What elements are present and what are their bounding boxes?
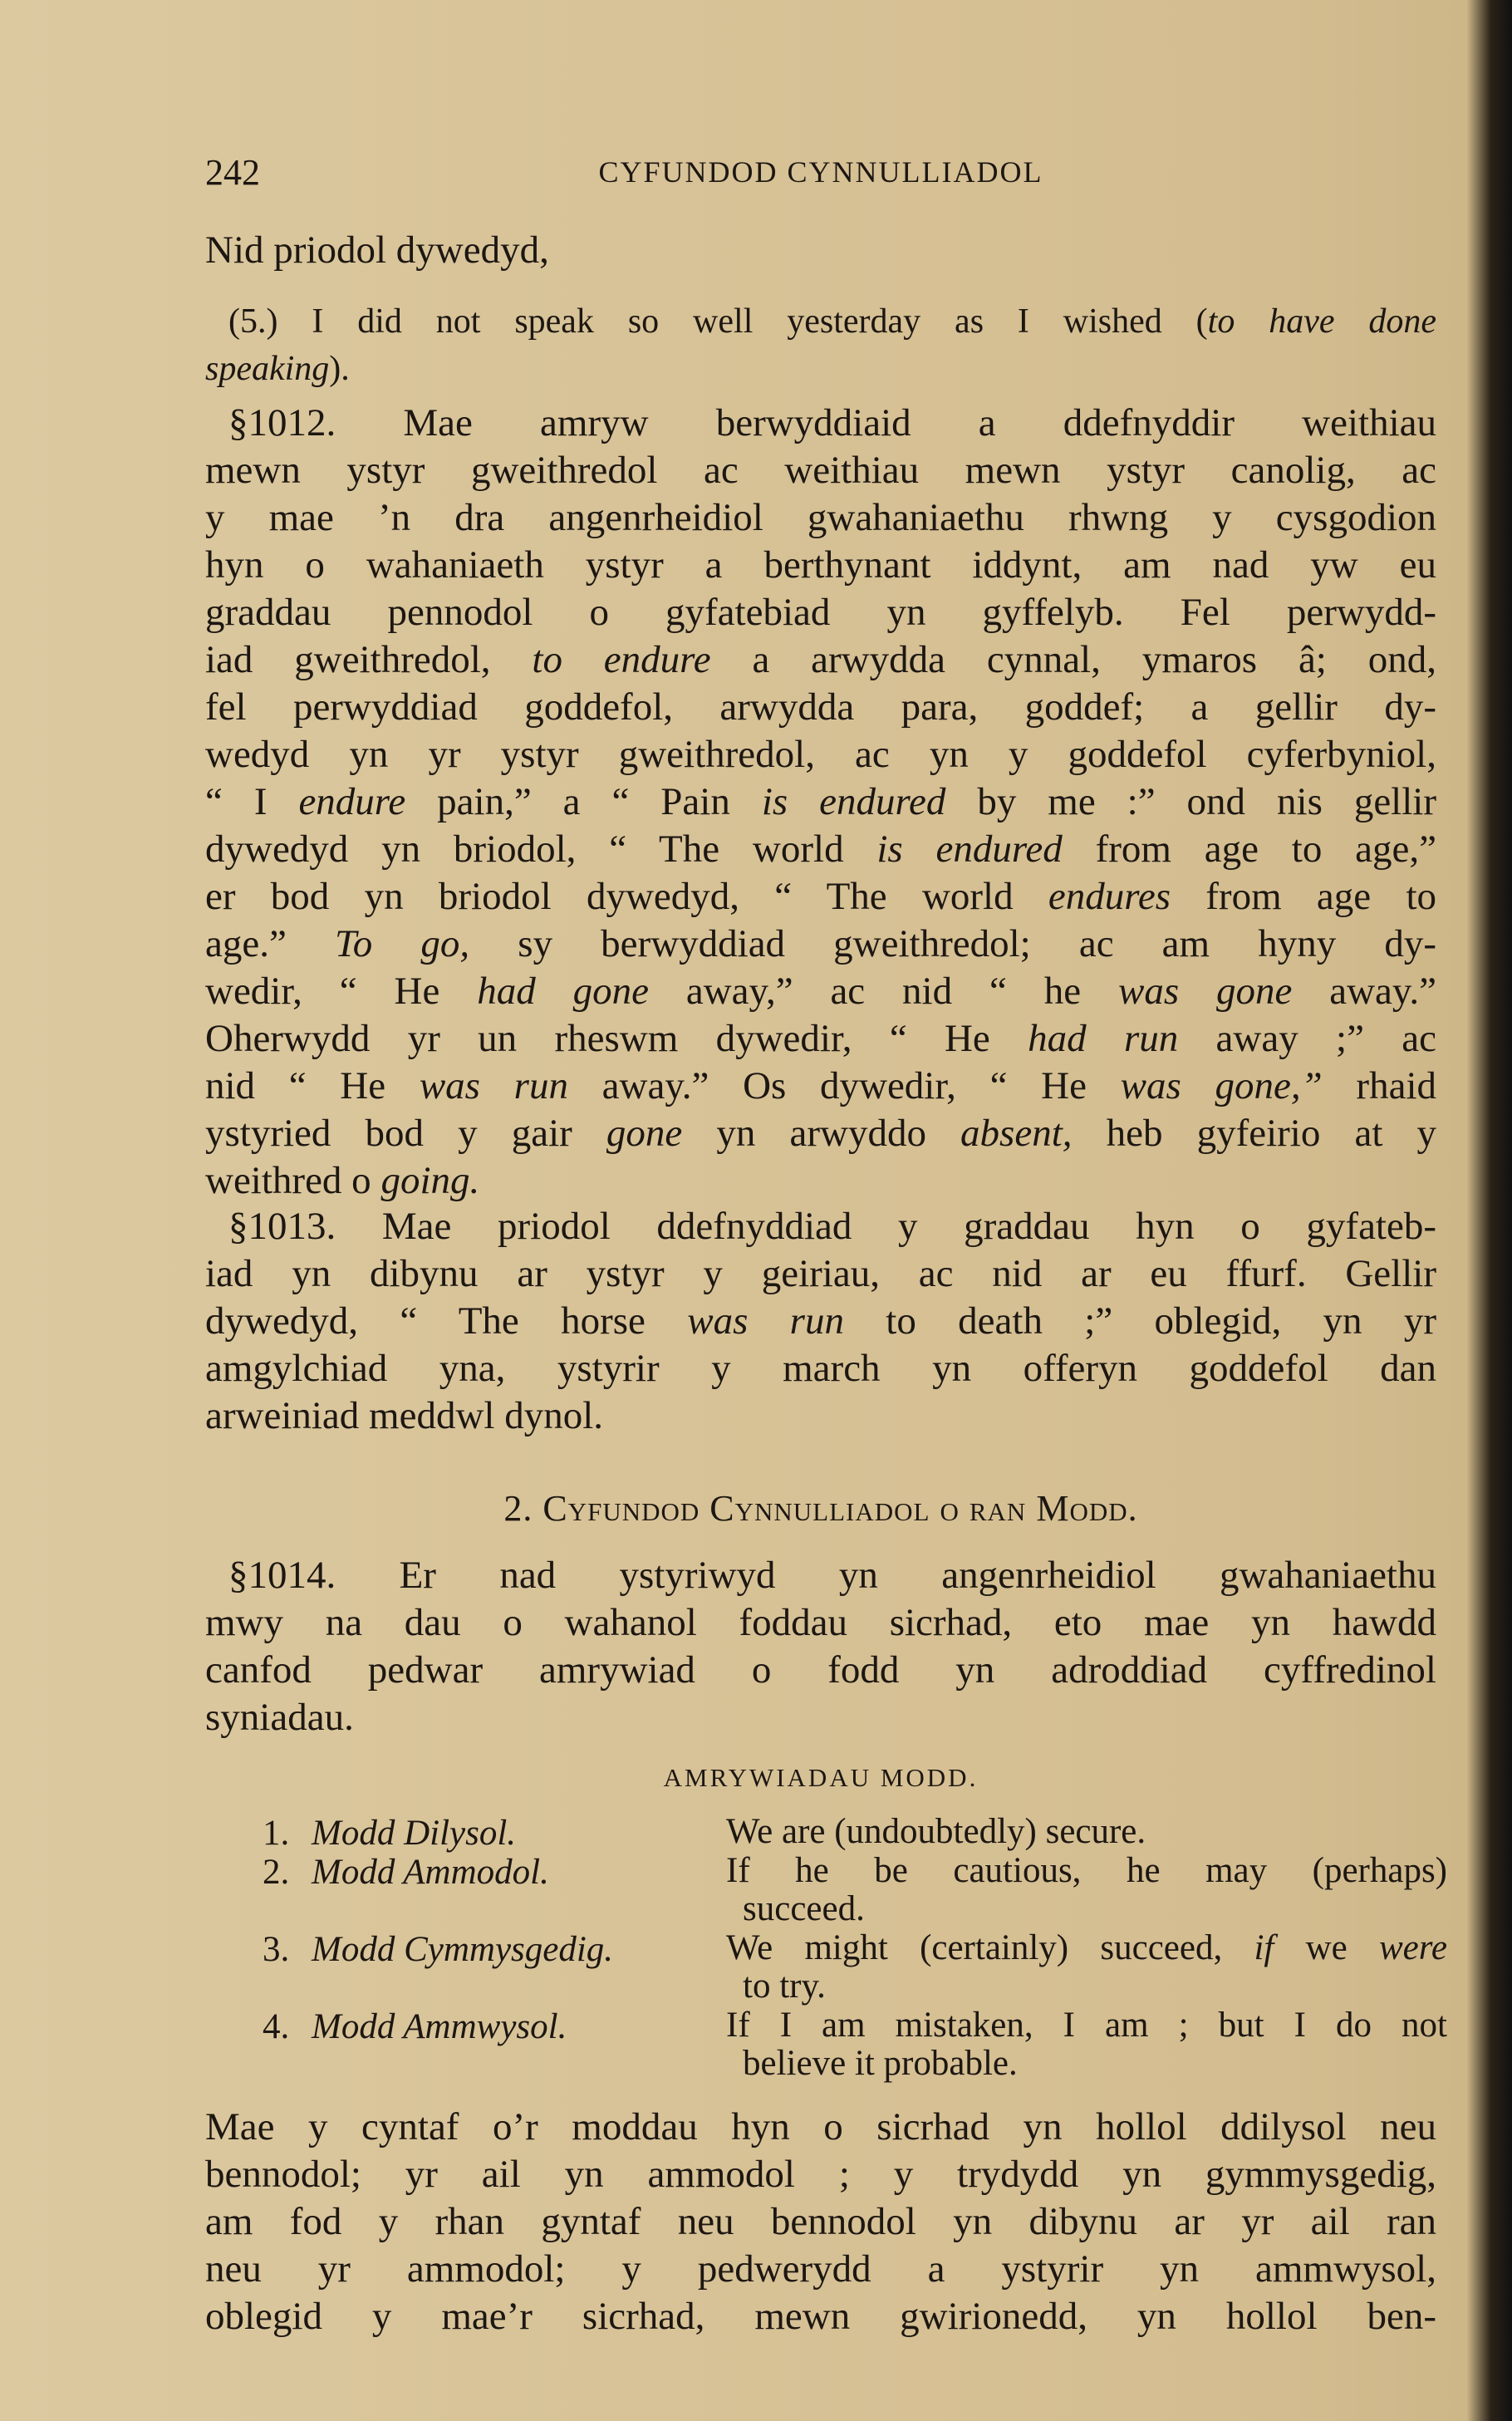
italic-text: To go, (334, 922, 470, 965)
text-line (205, 1552, 1436, 1599)
italic-text: endures (1048, 875, 1171, 918)
text-segment: dywedyd, “ The horse (205, 1299, 688, 1343)
text-line (205, 494, 1436, 542)
text-line (205, 1250, 1436, 1298)
example-5 (205, 298, 1436, 393)
text-line (205, 447, 1436, 494)
text-line (205, 1203, 1436, 1250)
text-line (205, 684, 1436, 731)
text-segment: Nid priodol dywedyd, (205, 228, 549, 272)
text-line (205, 589, 1436, 636)
text-segment: Oherwydd yr un rheswm dywedir, “ He (205, 1017, 1028, 1060)
text-segment: yn arwyddo (682, 1112, 961, 1155)
text-segment: nid “ He (205, 1064, 420, 1107)
text-segment: oblegid y mae’r sicrhad, mewn gwirionedd, yn hollol ben- (205, 2295, 1436, 2338)
running-head (205, 151, 1436, 193)
text-segment: hyn o wahaniaeth ystyr a berthynant iddynt, am nad yw eu (205, 543, 1436, 587)
text-segment: (5.) I did not speak so well yesterday as I wished ( (228, 302, 1208, 341)
text-line (205, 873, 1436, 921)
text-segment: iad gweithredol, (205, 638, 533, 681)
text-line (205, 1015, 1436, 1063)
mode-number: 2. (263, 1852, 290, 1892)
mode-row (249, 1813, 1447, 1852)
mode-row (249, 2006, 1447, 2084)
italic-text: if (1254, 1927, 1274, 1967)
mode-label: Modd Cymmysgedig. (312, 1929, 614, 1969)
text-line (205, 636, 1436, 684)
text-segment: neu yr ammodol; y pedwerydd a ystyrir yn ammwysol, (205, 2247, 1436, 2291)
text-line (205, 1392, 1436, 1440)
text-segment: age.” (205, 922, 335, 965)
text-line (205, 968, 1436, 1015)
text-segment: We are (undoubtedly) secure. (726, 1812, 1146, 1851)
italic-text: was gone (1117, 970, 1293, 1013)
text-segment: wedir, “ He (205, 970, 478, 1013)
text-line (205, 400, 1436, 447)
text-line (205, 1647, 1436, 1694)
text-segment: pain,” a “ Pain (405, 780, 762, 823)
italic-text: going. (380, 1159, 480, 1202)
text-segment: amgylchiad yna, ystyrir y march yn offeryn goddefol dan (205, 1347, 1436, 1390)
text-segment: iad yn dibynu ar ystyr y geiriau, ac nid ar eu ffurf. Gellir (205, 1252, 1436, 1295)
text-segment: canfod pedwar amrywiad o fodd yn adroddiad cyffredinol (205, 1648, 1436, 1692)
text-segment: away.” Os dywedir, “ He (567, 1064, 1121, 1107)
text-segment: believe it probable. (743, 2044, 1018, 2083)
text-line (205, 298, 1436, 346)
mode-number: 4. (263, 2006, 290, 2046)
text-segment: “ I (205, 780, 299, 823)
italic-text: gone (606, 1112, 683, 1155)
text-segment: to try. (743, 1967, 826, 2006)
text-line (205, 2198, 1436, 2246)
text-segment: mewn ystyr gweithredol ac weithiau mewn ystyr canolig, ac (205, 449, 1436, 492)
table-title: AMRYWIADAU MODD. (663, 1763, 979, 1792)
text-segment: am fod y rhan gyntaf neu bennodol yn dibynu ar yr ail ran (205, 2200, 1436, 2243)
running-title: CYFUNDOD CYNNULLIADOL (598, 155, 1043, 189)
text-segment: er bod yn briodol dywedyd, “ The world (205, 875, 1048, 918)
text-line (726, 1852, 1447, 1891)
mode-label: Modd Ammodol. (312, 1852, 549, 1892)
text-line (205, 1110, 1436, 1157)
italic-text: had gone (477, 970, 649, 1013)
text-segment: heb gyfeirio at y (1072, 1112, 1436, 1155)
text-line (726, 1890, 1447, 1929)
mode-label: Modd Dilysol. (312, 1814, 517, 1853)
text-line (205, 2104, 1436, 2151)
text-segment: graddau pennodol o gyfatebiad yn gyffelyb. Fel perwydd- (205, 591, 1436, 634)
final-paragraph (205, 2104, 1436, 2340)
text-segment: sy berwyddiad gweithredol; ac am hyny dy- (469, 922, 1436, 965)
text-line (205, 1599, 1436, 1647)
text-line (205, 2246, 1436, 2293)
italic-text: had run (1028, 1017, 1179, 1060)
text-segment: we (1274, 1927, 1379, 1967)
text-line (205, 2151, 1436, 2198)
text-line (205, 227, 1436, 274)
italic-text: was run (419, 1064, 568, 1107)
text-line (205, 1345, 1436, 1392)
text-segment: weithred o (205, 1159, 381, 1202)
mode-example (726, 1813, 1447, 1852)
text-segment: succeed. (743, 1889, 865, 1928)
text-segment: ystyried bod y gair (205, 1112, 606, 1155)
text-segment: a arwydda cynnal, ymaros â; ond, (710, 638, 1436, 681)
italic-text: was gone,” (1120, 1064, 1323, 1107)
italic-text: absent, (960, 1112, 1073, 1155)
italic-text: is endured (761, 780, 946, 823)
text-segment: Mae y cyntaf o’r moddau hyn o sicrhad yn hollol ddilysol neu (205, 2105, 1436, 2148)
text-segment: §1014. Er nad ystyriwyd yn angenrheidiol gwahaniaethu (228, 1554, 1436, 1597)
italic-text: was run (687, 1299, 844, 1343)
text-segment: y mae ’n dra angenrheidiol gwahaniaethu rhwng y cysgodion (205, 496, 1436, 539)
italic-text: endure (298, 780, 406, 823)
mode-row (249, 1929, 1447, 2006)
text-segment: rhaid (1322, 1064, 1437, 1107)
mode-example (726, 1852, 1447, 1929)
text-segment: syniadau. (205, 1696, 354, 1739)
text-segment: away ;” ac (1178, 1017, 1436, 1060)
text-segment: away.” (1292, 970, 1436, 1013)
text-segment: from age to (1170, 875, 1437, 918)
paragraph-1014 (205, 1552, 1436, 1741)
text-line (726, 1929, 1447, 1968)
text-line (205, 826, 1436, 873)
text-segment: §1013. Mae priodol ddefnyddiad y graddau hyn o gyfateb- (228, 1205, 1436, 1248)
italic-text: speaking (205, 350, 330, 388)
text-line (205, 1157, 1436, 1205)
italic-text: to have done (1207, 302, 1437, 341)
text-segment: arweiniad meddwl dynol. (205, 1394, 604, 1437)
text-segment: by me :” ond nis gellir (945, 780, 1437, 823)
italic-text: to endure (532, 638, 711, 681)
text-line (205, 921, 1436, 968)
section-heading: 2. Cyfundod Cynnulliadol o ran Modd. (503, 1488, 1138, 1529)
text-segment: fel perwyddiad goddefol, arwydda para, goddef; a gellir dy- (205, 685, 1436, 729)
text-line (726, 2006, 1447, 2045)
text-segment: to death ;” oblegid, yn yr (843, 1299, 1437, 1343)
text-segment: wedyd yn yr ystyr gweithredol, ac yn y goddefol cyferbyniol, (205, 733, 1436, 776)
paragraph-1012 (205, 400, 1436, 1205)
text-line (205, 346, 1436, 393)
text-line (205, 542, 1436, 589)
italic-text: were (1379, 1927, 1447, 1967)
modes-table (249, 1813, 1447, 2084)
text-line (205, 1298, 1436, 1345)
text-line (726, 1967, 1447, 2006)
text-segment: dywedyd yn briodol, “ The world (205, 827, 877, 871)
mode-label: Modd Ammwysol. (312, 2006, 567, 2046)
text-line (205, 2293, 1436, 2340)
text-segment: If he be cautious, he may (perhaps) (726, 1850, 1447, 1890)
text-line (726, 1813, 1447, 1852)
text-segment: We might (certainly) succeed, (726, 1927, 1254, 1967)
italic-text: is endured (876, 827, 1063, 871)
text-line (205, 1063, 1436, 1110)
mode-example (726, 2006, 1447, 2084)
text-segment: §1012. Mae amryw berwyddiaid a ddefnyddir weithiau (228, 401, 1436, 444)
mode-example (726, 1929, 1447, 2006)
text-segment: mwy na dau o wahanol foddau sicrhad, eto mae yn hawdd (205, 1601, 1436, 1644)
text-segment: bennodol; yr ail yn ammodol ; y trydydd yn gymmysgedig, (205, 2153, 1436, 2196)
intro-line (205, 227, 1436, 274)
page-number: 242 (205, 152, 260, 193)
mode-number: 3. (263, 1929, 290, 1969)
mode-number: 1. (263, 1814, 290, 1853)
text-segment: ). (329, 350, 350, 388)
text-line (205, 1694, 1436, 1741)
text-line (205, 778, 1436, 826)
text-line (205, 731, 1436, 778)
paragraph-1013 (205, 1203, 1436, 1440)
text-line (726, 2045, 1447, 2084)
text-segment: from age to age,” (1062, 827, 1436, 871)
text-segment: away,” ac nid “ he (648, 970, 1118, 1013)
text-segment: If I am mistaken, I am ; but I do not (726, 2005, 1447, 2045)
mode-row (249, 1852, 1447, 1929)
